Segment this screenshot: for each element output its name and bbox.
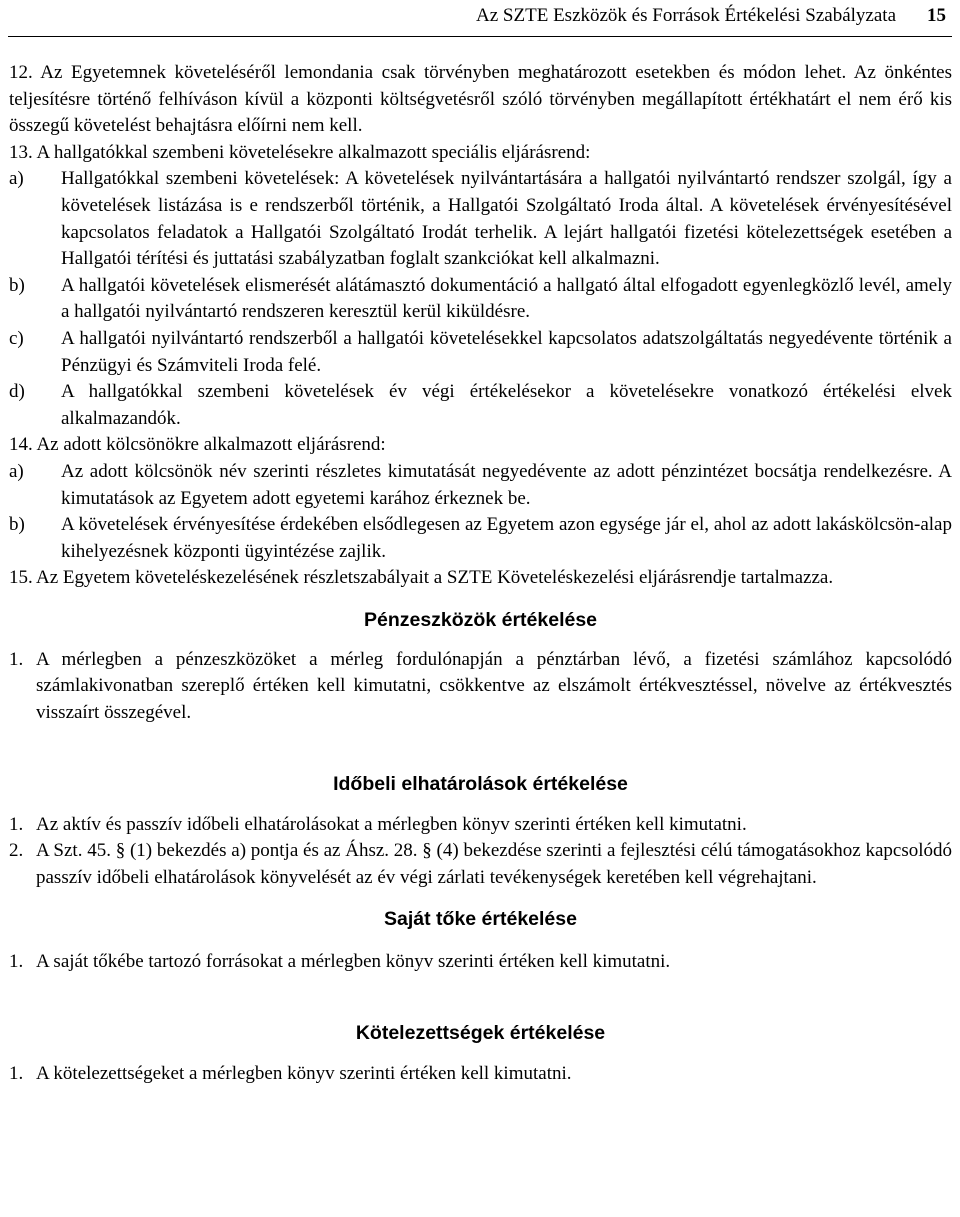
- section-heading-kotelezettsegek: Kötelezettségek értékelése: [355, 1022, 606, 1045]
- item-13-b: [9, 273, 952, 326]
- item-15-label: 15.: [9, 567, 33, 589]
- item-13-d: [9, 379, 952, 432]
- kotelezettsegek-item-1-text: A kötelezettségeket a mérlegben könyv szerinti értéken kell kimutatni.: [36, 1063, 572, 1085]
- item-13-a-label: a): [9, 168, 24, 190]
- penzeszkozok-item-1-label: 1.: [9, 648, 24, 670]
- item-14-label: 14.: [9, 434, 33, 456]
- page-header: [8, 0, 952, 37]
- item-14-text: Az adott kölcsönökre alkalmazott eljárásrend:: [36, 434, 386, 456]
- item-15-text: Az Egyetem követeléskezelésének részletszabályait a SZTE Követeléskezelési eljárásrendje tartalmazza.: [36, 567, 834, 589]
- section-heading-penzeszkozok: Pénzeszközök értékelése: [363, 608, 598, 631]
- sajat-toke-item-1-label: 1.: [9, 951, 24, 973]
- idobeli-item-2-label: 2.: [9, 840, 24, 862]
- item-14-b-label: b): [9, 514, 25, 536]
- idobeli-item-1-text: Az aktív és passzív időbeli elhatárolásokat a mérlegben könyv szerinti értéken kell kimutatni.: [36, 813, 747, 835]
- idobeli-item-1: [9, 812, 952, 839]
- item-14-b-text: A követelések érvényesítése érdekében elsődlegesen az Egyetem azon egysége jár el, ahol az adott lakáskölcsön-alap kihelyezésnek központi ügyintézése zajlik.: [61, 514, 952, 562]
- item-13-a-text: Hallgatókkal szembeni követelések: A követelések nyilvántartására a hallgatói nyilvántartó rendszer szolgál, így a követelések listázása is e rendszerből történik, a Hallgatói Szolgáltató Iroda által. A követelések érvényesítésével kapcsolatos feladatok a Hallgatói Szolgáltató Irodát terhelik. A lejárt hallgatói fizetési kötelezettségek esetében a Hallgatói térítési és juttatási szabályzatban foglalt szankciókat kell alkalmazni.: [61, 168, 952, 270]
- sajat-toke-item-1-text: A saját tőkébe tartozó forrásokat a mérlegben könyv szerinti értéken kell kimutatni.: [36, 951, 671, 973]
- penzeszkozok-item-1-text: A mérlegben a pénzeszközöket a mérleg fordulónapján a pénztárban lévő, a fizetési számlához kapcsolódó számlakivonatban szereplő értéken kell kimutatni, csökkentve az elszámolt értékvesztéssel, növelve az értékvesztés visszaírt összegével.: [36, 648, 952, 724]
- section-heading-idobeli: Időbeli elhatárolások értékelése: [333, 772, 628, 795]
- kotelezettsegek-item-1-label: 1.: [9, 1063, 24, 1085]
- item-12: [9, 60, 952, 140]
- sajat-toke-item-1: [9, 949, 952, 976]
- page-number: 15: [927, 5, 946, 26]
- item-13-label: 13.: [9, 141, 33, 163]
- document-body: [9, 60, 952, 1088]
- idobeli-item-1-label: 1.: [9, 813, 24, 835]
- idobeli-item-2: [9, 838, 952, 891]
- item-12-text: Az Egyetemnek követeléséről lemondania csak törvényben meghatározott esetekben és módon lehet. Az önkéntes teljesítésre történő felhíváson kívül a központi költségvetésről szóló törvényben megállapított értékhatárt el nem érő kis összegű követelést behajtásra előírni nem kell.: [9, 62, 952, 137]
- item-13-c: [9, 326, 952, 379]
- item-13: [9, 140, 952, 167]
- item-13-a: [9, 166, 952, 272]
- kotelezettsegek-item-1: [9, 1061, 952, 1088]
- item-14-a-text: Az adott kölcsönök név szerinti részletes kimutatását negyedévente az adott pénzintézet bocsátja rendelkezésre. A kimutatások az Egyetem adott egyetemi karához érkeznek be.: [61, 460, 952, 509]
- header-title: Az SZTE Eszközök és Források Értékelési Szabályzata: [476, 5, 896, 26]
- item-14-a-label: a): [9, 460, 24, 482]
- item-13-c-label: c): [9, 327, 24, 349]
- item-15: [9, 565, 952, 592]
- item-14: [9, 432, 952, 459]
- item-12-label: 12.: [9, 62, 33, 83]
- penzeszkozok-item-1: [9, 647, 952, 727]
- item-14-b: [9, 512, 952, 565]
- item-13-b-text: A hallgatói követelések elismerését alátámasztó dokumentáció a hallgató által elfogadott egyenlegközlő levél, amely a hallgatói nyilvántartó rendszeren keresztül kerül kiküldésre.: [61, 274, 952, 323]
- item-13-b-label: b): [9, 274, 25, 296]
- item-13-d-label: d): [9, 381, 25, 403]
- item-13-d-text: A hallgatókkal szembeni követelések év végi értékelésekor a követelésekre vonatkozó értékelési elvek alkalmazandók.: [61, 381, 952, 429]
- item-13-text: A hallgatókkal szembeni követelésekre alkalmazott speciális eljárásrend:: [36, 141, 591, 163]
- section-heading-sajat-toke: Saját tőke értékelése: [384, 908, 577, 931]
- item-13-c-text: A hallgatói nyilvántartó rendszerből a hallgatói követelésekkel kapcsolatos adatszolgáltatás negyedévente történik a Pénzügyi és Számviteli Iroda felé.: [61, 327, 952, 376]
- idobeli-item-2-text: A Szt. 45. § (1) bekezdés a) pontja és az Áhsz. 28. § (4) bekezdése szerinti a fejlesztési célú támogatásokhoz kapcsolódó passzív időbeli elhatárolások könyvelését az év végi zárlati tevékenységek keretében kell végrehajtani.: [36, 840, 952, 888]
- item-14-a: [9, 459, 952, 512]
